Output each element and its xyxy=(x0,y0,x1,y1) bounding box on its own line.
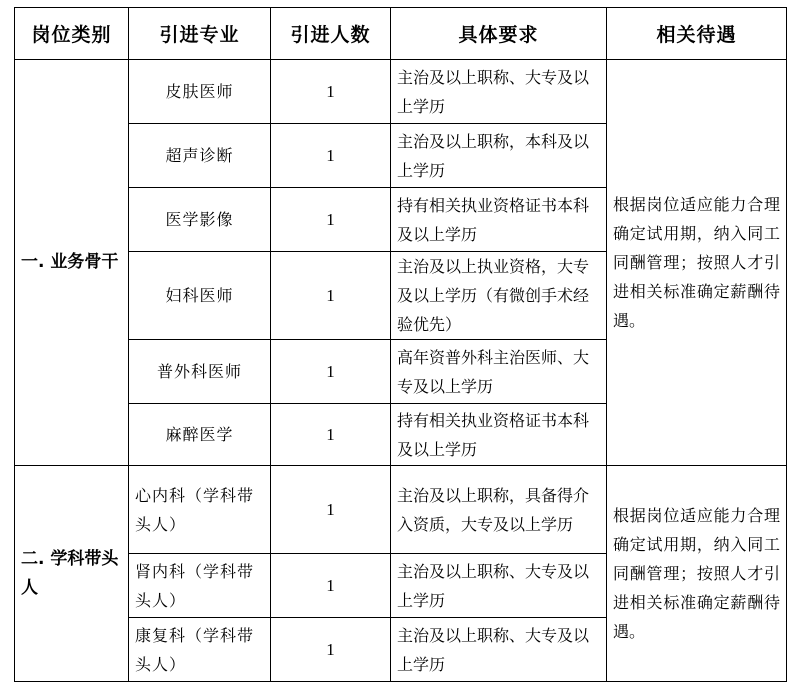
major-cell: 超声诊断 xyxy=(129,124,271,188)
major-cell: 妇科医师 xyxy=(129,252,271,340)
header-row xyxy=(15,8,787,60)
major-cell: 肾内科（学科带头人） xyxy=(129,554,271,618)
requirement-cell: 主治及以上执业资格，大专及以上学历（有微创手术经验优先） xyxy=(391,252,607,340)
requirement-cell: 主治及以上职称，具备得介入资质，大专及以上学历 xyxy=(391,466,607,554)
count-cell: 1 xyxy=(271,60,391,124)
count-cell: 1 xyxy=(271,124,391,188)
benefit-cell: 根据岗位适应能力合理确定试用期，纳入同工同酬管理；按照人才引进相关标准确定薪酬待遇。 xyxy=(607,60,787,466)
requirement-cell: 主治及以上职称、大专及以上学历 xyxy=(391,60,607,124)
col-header-requirements: 具体要求 xyxy=(391,8,607,60)
count-cell: 1 xyxy=(271,404,391,466)
table-row xyxy=(15,60,787,124)
count-cell: 1 xyxy=(271,252,391,340)
count-cell: 1 xyxy=(271,554,391,618)
count-cell: 1 xyxy=(271,466,391,554)
requirement-cell: 持有相关执业资格证书本科及以上学历 xyxy=(391,188,607,252)
requirement-cell: 高年资普外科主治医师、大专及以上学历 xyxy=(391,340,607,404)
col-header-count: 引进人数 xyxy=(271,8,391,60)
requirement-cell: 主治及以上职称、大专及以上学历 xyxy=(391,554,607,618)
requirement-cell: 持有相关执业资格证书本科及以上学历 xyxy=(391,404,607,466)
benefit-cell: 根据岗位适应能力合理确定试用期，纳入同工同酬管理；按照人才引进相关标准确定薪酬待遇。 xyxy=(607,466,787,682)
count-cell: 1 xyxy=(271,340,391,404)
category-cell: 二. 学科带头人 xyxy=(15,466,129,682)
category-cell: 一. 业务骨干 xyxy=(15,60,129,466)
recruitment-table xyxy=(14,7,787,682)
count-cell: 1 xyxy=(271,618,391,682)
major-cell: 康复科（学科带头人） xyxy=(129,618,271,682)
major-cell: 皮肤医师 xyxy=(129,60,271,124)
count-cell: 1 xyxy=(271,188,391,252)
requirement-cell: 主治及以上职称，本科及以上学历 xyxy=(391,124,607,188)
major-cell: 心内科（学科带头人） xyxy=(129,466,271,554)
major-cell: 普外科医师 xyxy=(129,340,271,404)
major-cell: 麻醉医学 xyxy=(129,404,271,466)
col-header-category: 岗位类别 xyxy=(15,8,129,60)
major-cell: 医学影像 xyxy=(129,188,271,252)
requirement-cell: 主治及以上职称、大专及以上学历 xyxy=(391,618,607,682)
table-row xyxy=(15,466,787,554)
col-header-benefits: 相关待遇 xyxy=(607,8,787,60)
col-header-major: 引进专业 xyxy=(129,8,271,60)
